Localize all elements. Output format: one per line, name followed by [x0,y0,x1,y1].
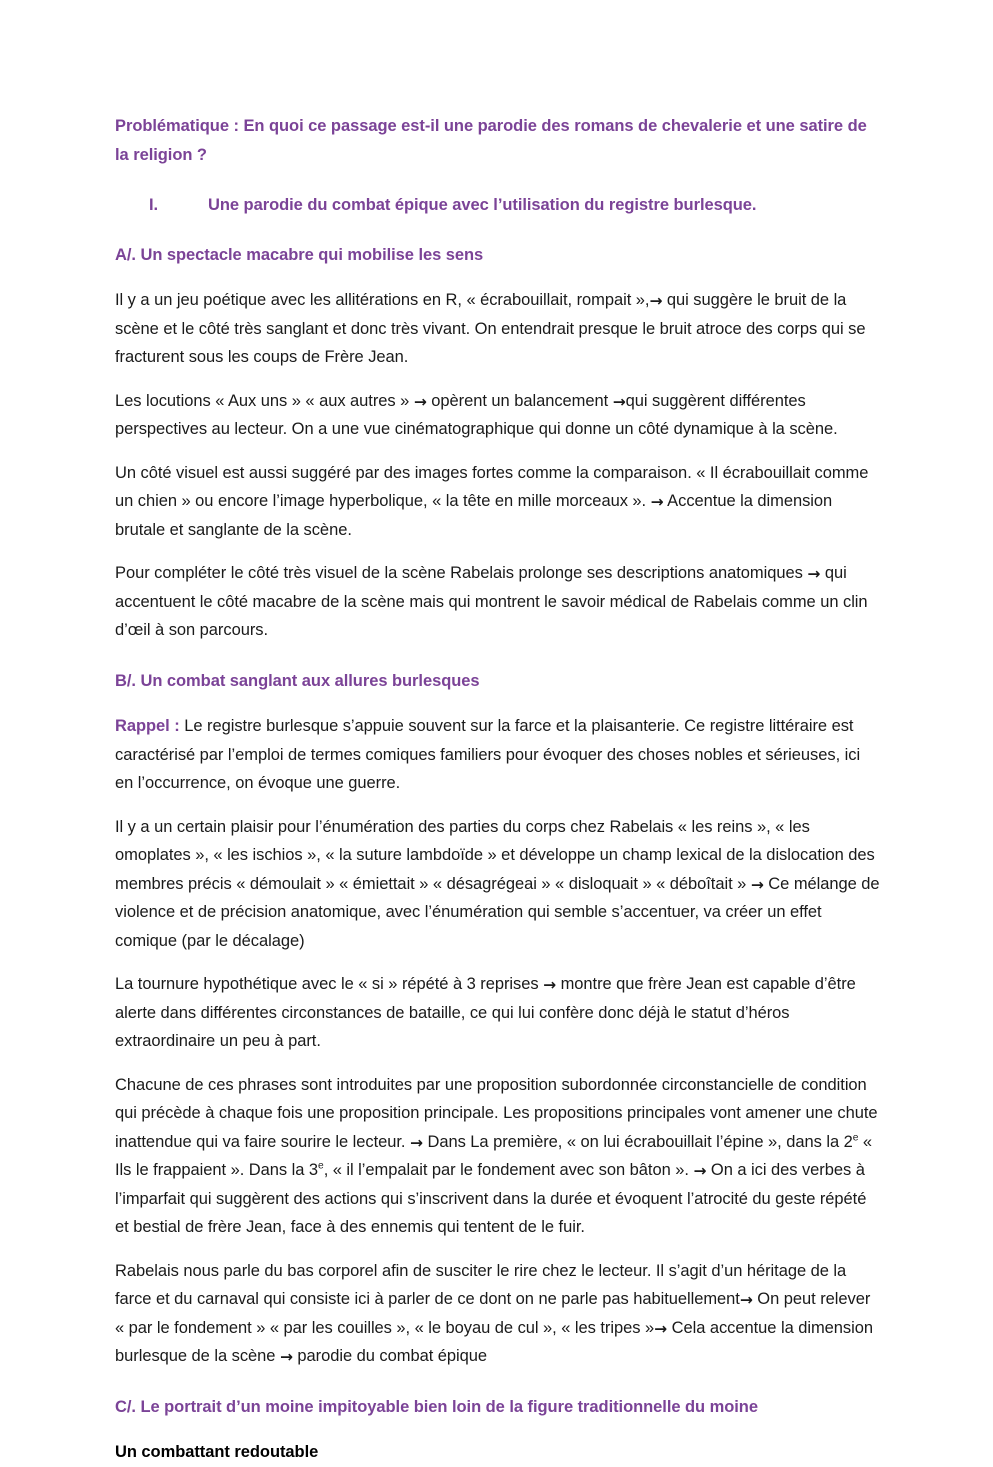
arrow-icon: → [650,493,664,511]
paragraph-b3-text2: Dans La première, « on lui écrabouillait l’épine », dans la 2 [422,1132,853,1151]
arrow-icon: → [693,1162,707,1180]
arrow-icon: → [543,976,557,994]
paragraph-b1-text1: Il y a un certain plaisir pour l’énumération des parties du corps chez Rabelais « les reins », « les omoplates », « les ischios », « la suture lambdoïde » et développe un champ lexical de la dislocation des membres précis « démoulait » « émiettait » « désagrégeai » « disloquait » « déboîtait » [115,817,875,893]
paragraph-b2-text2: montre que frère Jean est capable d’être alerte dans différentes circonstances de bataille, ce qui lui confère donc déjà le statut d’héros extraordinaire un peu à part. [115,975,856,1050]
paragraph-b3-text5: On a ici des verbes à l’imparfait qui suggèrent des actions qui s’inscrivent dans la durée et évoquent l’atrocité du geste répété et bestial de frère Jean, face à des ennemis qui tentent de le fuir. [115,1161,867,1236]
section-numeral: I. [149,196,159,214]
paragraph-b2 [115,970,880,1056]
paragraph-b4-text3: Cela accentue la dimension burlesque de la scène [115,1318,873,1365]
ordinal-suffix-second: e [852,1132,859,1143]
paragraph-b4-text4: parodie du combat épique [292,1347,488,1365]
paragraph-b2-text1: La tournure hypothétique avec le « si » répété à 3 reprises [115,975,544,993]
heading-combattant-redoutable: Un combattant redoutable [115,1443,319,1461]
paragraph-a3-text2: Accentue la dimension brutale et sanglante de la scène. [115,492,833,539]
paragraph-b3-text4: , « il l’empalait par le fondement avec son bâton ». [323,1161,694,1179]
paragraph-b1 [115,813,880,956]
arrow-icon: → [413,392,427,411]
document-body [115,112,880,1467]
rappel-text: Le registre burlesque s’appuie souvent sur la farce et la plaisanterie. Ce registre littéraire est caractérisé par l’emploi de termes comiques familiers pour évoquer des choses nobles et sérieuses, ici en l’occurrence, on évoque une guerre. [115,717,861,792]
paragraph-rappel [115,712,880,798]
paragraph-a1-text2: qui suggère le bruit de la scène et le côté très sanglant et donc très vivant. On entendrait presque le bruit atroce des corps qui se fracturent sous les coups de Frère Jean. [115,291,866,366]
paragraph-a2 [115,387,880,444]
section-title: Une parodie du combat épique avec l’utilisation du registre burlesque. [208,196,757,214]
paragraph-b4 [115,1257,880,1371]
arrow-icon: → [807,565,821,583]
paragraph-a3 [115,459,880,545]
section-heading-I [115,191,880,220]
paragraph-a4-text2: qui accentuent le côté macabre de la scène mais qui montrent le savoir médical de Rabelais comme un clin d’œil à son parcours. [115,564,868,639]
paragraph-a2-text1: Les locutions « Aux uns » « aux autres » [115,391,414,410]
paragraph-b3-text3: « Ils le frappaient ». Dans la 3 [115,1132,873,1179]
paragraph-b3 [115,1071,880,1242]
paragraph-a3-text1: Un côté visuel est aussi suggéré par des images fortes comme la comparaison. « Il écrabouillait comme un chien » ou encore l’image hyperbolique, « la tête en mille morceaux ». [115,463,869,510]
paragraph-a2-text2: opèrent un balancement [426,391,613,410]
arrow-icon: → [612,392,626,411]
paragraph-b4-text2: On peut relever « par le fondement » « par les couilles », « le boyau de cul », « les tripes » [115,1290,871,1337]
paragraph-a2-text3: qui suggèrent différentes perspectives au lecteur. On a une vue cinématographique qui donne un côté dynamique à la scène. [115,391,838,438]
paragraph-a1-text1: Il y a un jeu poétique avec les allitérations en R, « écrabouillait, rompait », [115,291,650,309]
arrow-icon: → [739,1291,753,1309]
ordinal-suffix-third: e [318,1160,324,1172]
paragraph-b1-text2: Ce mélange de violence et de précision anatomique, avec l’énumération qui semble s’accentuer, va créer un effet comique (par le décalage) [115,874,880,950]
arrow-icon: → [279,1348,293,1366]
paragraph-a4-text1: Pour compléter le côté très visuel de la scène Rabelais prolonge ses descriptions anatomiques [115,564,808,582]
paragraph-a4 [115,559,880,645]
arrow-icon: → [654,1319,668,1338]
rappel-label: Rappel : [115,717,180,735]
subheading-c: C/. Le portrait d’un moine impitoyable bien loin de la figure traditionnelle du moine [115,1397,758,1416]
arrow-icon: → [649,292,663,310]
paragraph-b3-text1: Chacune de ces phrases sont introduites par une proposition subordonnée circonstancielle de condition qui précède à chaque fois une proposition principale. Les propositions principales vont amener une chute inattendue qui va faire sourire le lecteur. [115,1075,878,1151]
subheading-b: B/. Un combat sanglant aux allures burlesques [115,671,480,690]
arrow-icon: → [750,875,764,894]
paragraph-b4-text1: Rabelais nous parle du bas corporel afin de susciter le rire chez le lecteur. Il s’agit d’un héritage de la farce et du carnaval qui consiste ici à parler de ce dont on ne parle pas habituellement [115,1261,847,1308]
paragraph-a1 [115,286,880,372]
arrow-icon: → [409,1133,423,1152]
subheading-a: A/. Un spectacle macabre qui mobilise les sens [115,245,484,264]
problematique-heading: Problématique : En quoi ce passage est-il une parodie des romans de chevalerie et une satire de la religion ? [115,117,867,164]
